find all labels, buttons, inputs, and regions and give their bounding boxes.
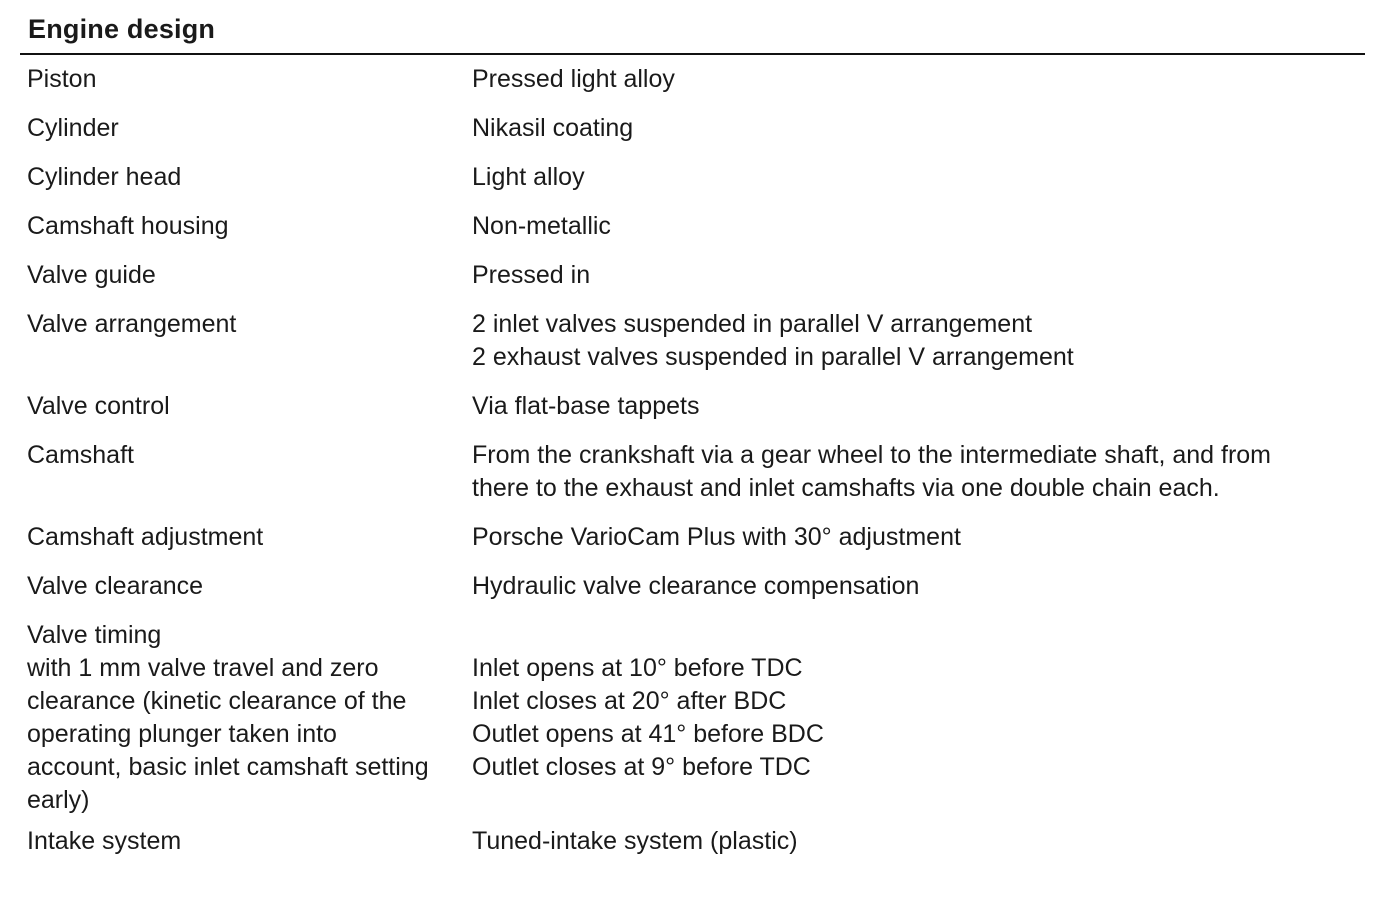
spec-value-line: Nikasil coating <box>472 114 634 142</box>
spec-value-line <box>472 619 1365 652</box>
spec-label <box>20 619 472 817</box>
spec-value-line: Pressed in <box>472 261 591 289</box>
spec-row <box>20 439 1365 505</box>
spec-value <box>472 570 1365 603</box>
spec-row <box>20 521 1365 554</box>
spec-row <box>20 570 1365 603</box>
spec-label <box>20 825 472 858</box>
spec-row <box>20 390 1365 423</box>
spec-label-line: Valve timing <box>27 621 162 649</box>
spec-row <box>20 825 1365 858</box>
section-title: Engine design <box>28 14 216 44</box>
spec-value-line: Outlet opens at 41° before BDC <box>472 720 824 748</box>
spec-value <box>472 112 1365 145</box>
spec-value-line: 2 exhaust valves suspended in parallel V arrangement <box>472 343 1074 371</box>
spec-row <box>20 210 1365 243</box>
spec-value-line: Hydraulic valve clearance compensation <box>472 572 920 600</box>
spec-value <box>472 619 1365 784</box>
spec-label <box>20 570 472 603</box>
spec-value <box>472 210 1365 243</box>
spec-value <box>472 521 1365 554</box>
spec-value <box>472 390 1365 423</box>
spec-value <box>472 439 1365 505</box>
spec-label-line: with 1 mm valve travel and zero <box>27 654 379 682</box>
spec-value-line: there to the exhaust and inlet camshafts via one double chain each. <box>472 474 1220 502</box>
spec-label-line: Valve guide <box>27 261 156 289</box>
spec-label <box>20 390 472 423</box>
spec-label-line: Camshaft <box>27 441 134 469</box>
engine-design-sheet <box>20 10 1365 874</box>
spec-value-line: Non-metallic <box>472 212 611 240</box>
spec-value-line: Light alloy <box>472 163 585 191</box>
spec-label-line: early) <box>27 786 90 814</box>
spec-row <box>20 63 1365 96</box>
spec-row <box>20 259 1365 292</box>
spec-value-line: Outlet closes at 9° before TDC <box>472 753 811 781</box>
spec-label <box>20 63 472 96</box>
spec-label <box>20 161 472 194</box>
spec-label-line: Valve clearance <box>27 572 204 600</box>
spec-label-line: Camshaft adjustment <box>27 523 264 551</box>
spec-table <box>20 63 1365 858</box>
spec-label-line: clearance (kinetic clearance of the <box>27 687 407 715</box>
spec-value-line: Tuned-intake system (plastic) <box>472 827 798 855</box>
spec-value-line: Inlet opens at 10° before TDC <box>472 654 803 682</box>
spec-value <box>472 308 1365 374</box>
spec-value-line: From the crankshaft via a gear wheel to the intermediate shaft, and from <box>472 441 1272 469</box>
spec-label <box>20 308 472 341</box>
spec-value-line: Inlet closes at 20° after BDC <box>472 687 787 715</box>
spec-label-line: Cylinder head <box>27 163 182 191</box>
spec-label-line: Valve arrangement <box>27 310 237 338</box>
spec-row <box>20 308 1365 374</box>
spec-value-line: Via flat-base tappets <box>472 392 700 420</box>
spec-label-line: operating plunger taken into <box>27 720 337 748</box>
spec-value <box>472 825 1365 858</box>
spec-value-line: Porsche VarioCam Plus with 30° adjustment <box>472 523 961 551</box>
spec-label <box>20 521 472 554</box>
spec-value-line: 2 inlet valves suspended in parallel V arrangement <box>472 310 1033 338</box>
spec-label-line: Camshaft housing <box>27 212 229 240</box>
spec-row <box>20 161 1365 194</box>
spec-row <box>20 619 1365 817</box>
spec-row <box>20 112 1365 145</box>
spec-value <box>472 161 1365 194</box>
spec-label-line: account, basic inlet camshaft setting <box>27 753 429 781</box>
spec-label <box>20 112 472 145</box>
spec-label-line: Valve control <box>27 392 170 420</box>
spec-value <box>472 63 1365 96</box>
spec-label <box>20 259 472 292</box>
title-rule <box>20 53 1365 55</box>
spec-label-line: Intake system <box>27 827 182 855</box>
spec-value <box>472 259 1365 292</box>
spec-value-line: Pressed light alloy <box>472 65 675 93</box>
spec-label-line: Piston <box>27 65 97 93</box>
spec-label-line: Cylinder <box>27 114 119 142</box>
spec-label <box>20 439 472 472</box>
spec-label <box>20 210 472 243</box>
